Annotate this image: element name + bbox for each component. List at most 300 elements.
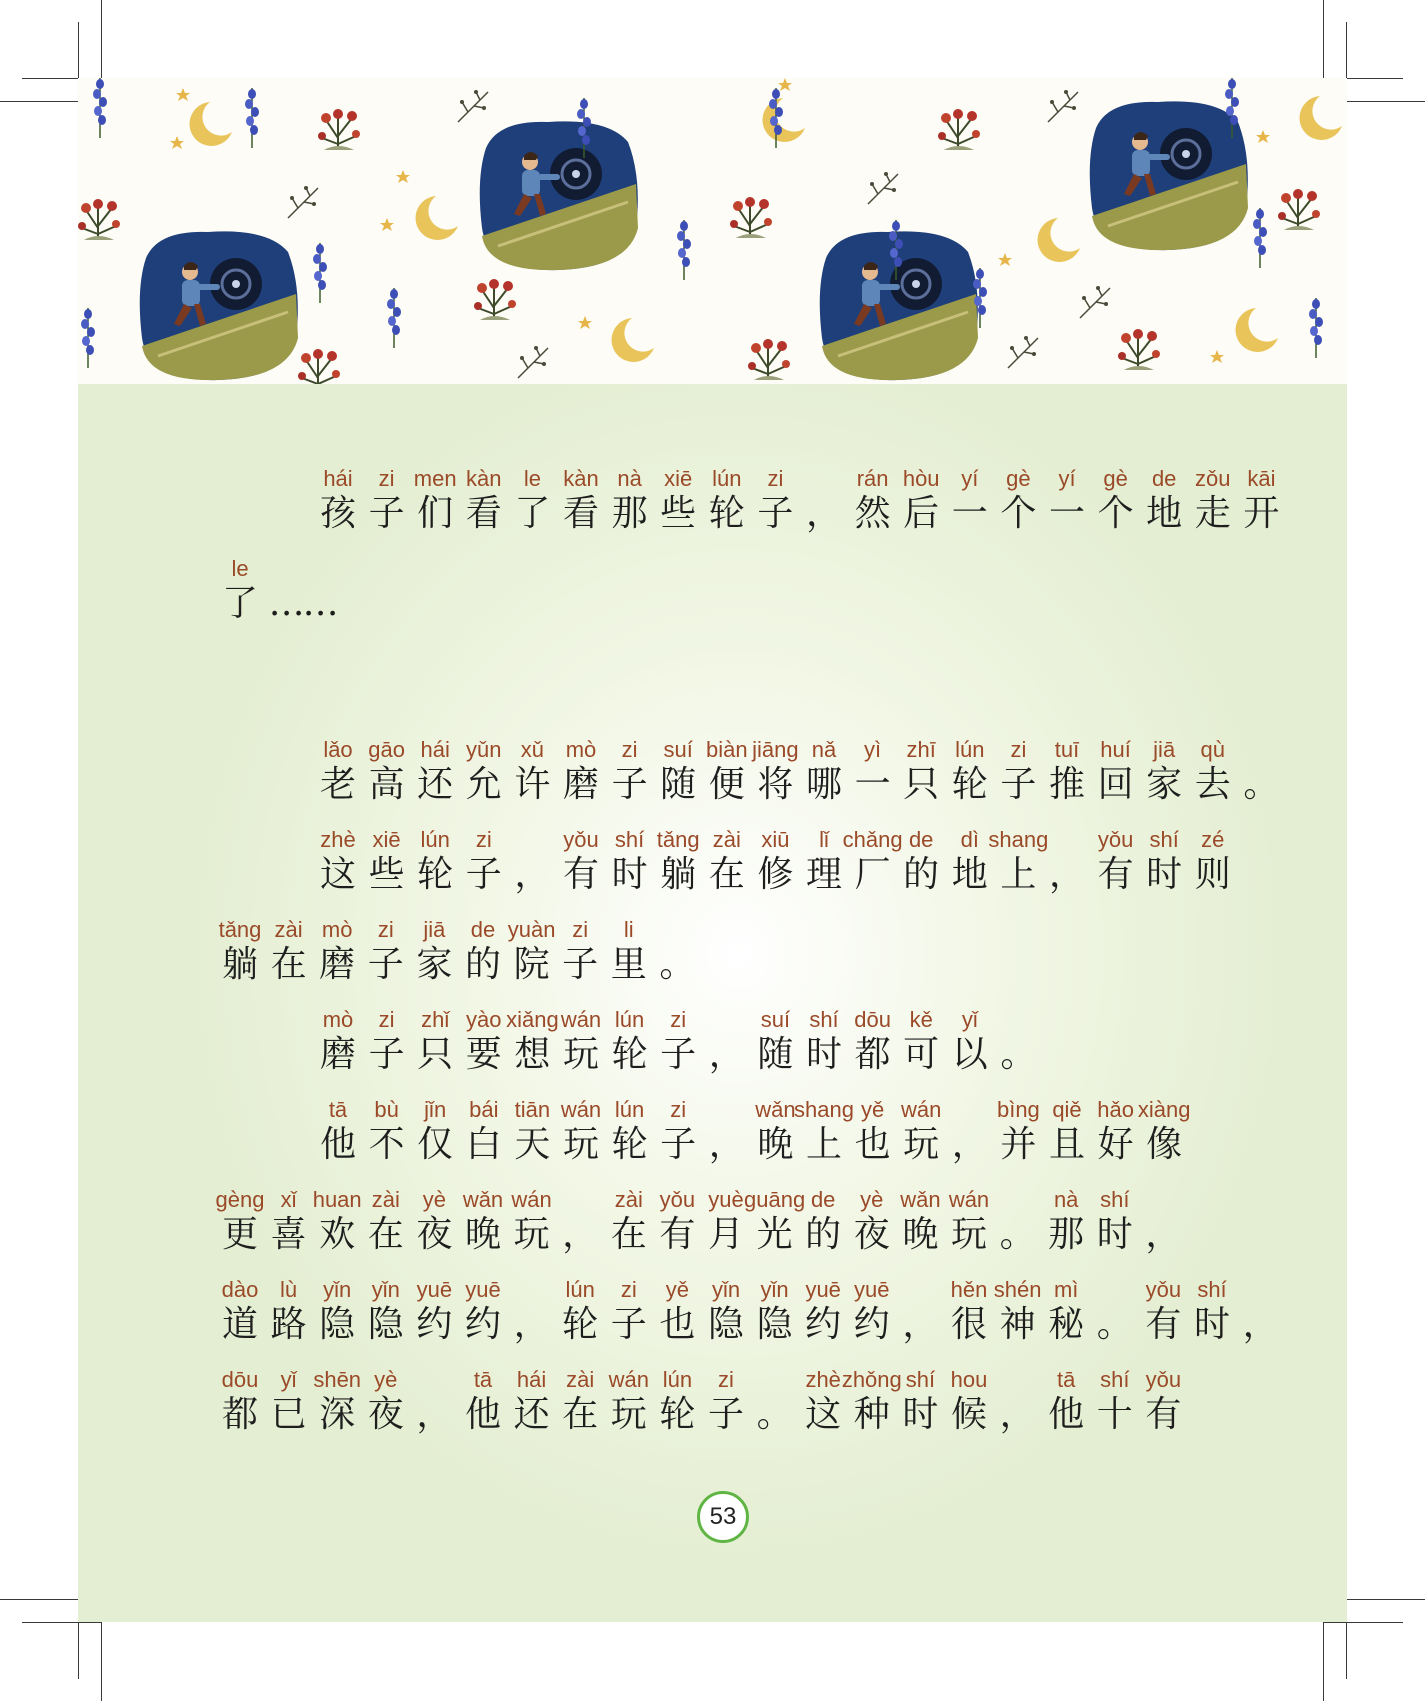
pinyin: yè xyxy=(374,1367,398,1392)
pinyin: yǐn xyxy=(760,1277,789,1302)
pinyin: mò xyxy=(321,917,353,942)
pinyin: jiāng xyxy=(752,737,799,762)
hanzi: 轮 xyxy=(562,1304,599,1345)
hanzi: ， xyxy=(562,1214,599,1255)
hanzi: 看 xyxy=(562,493,599,534)
hanzi: 有 xyxy=(1145,1394,1182,1435)
hanzi: 这 xyxy=(805,1394,842,1435)
hanzi: 推 xyxy=(1048,764,1085,805)
pinyin: lún xyxy=(565,1277,595,1302)
hanzi: 时 xyxy=(1193,1304,1230,1345)
hanzi: 在 xyxy=(270,944,307,985)
pinyin: gè xyxy=(1006,466,1031,491)
hanzi: 走 xyxy=(1194,493,1231,534)
pinyin: li xyxy=(623,917,634,942)
pinyin: yǒu xyxy=(563,827,599,852)
hanzi: 个 xyxy=(1000,493,1037,534)
hanzi: 子 xyxy=(465,854,502,895)
pinyin: shí xyxy=(614,827,645,852)
hanzi: 有 xyxy=(659,1214,696,1255)
hanzi: 了 xyxy=(221,583,258,624)
hanzi: 光 xyxy=(756,1214,793,1255)
pinyin: hái xyxy=(420,737,450,762)
pinyin: shí xyxy=(1100,1187,1130,1212)
hanzi: 已 xyxy=(270,1394,307,1435)
hanzi: 家 xyxy=(1146,764,1183,805)
hanzi: ， xyxy=(416,1394,453,1435)
pinyin: zài xyxy=(712,827,741,852)
hanzi: 在 xyxy=(610,1214,647,1255)
pinyin: wán xyxy=(560,1007,602,1032)
pinyin: nǎ xyxy=(811,737,837,762)
hanzi: 在 xyxy=(708,854,745,895)
hanzi: 时 xyxy=(902,1394,939,1435)
hanzi: 子 xyxy=(660,1124,697,1165)
hanzi: 子 xyxy=(611,764,648,805)
pinyin: hòu xyxy=(902,466,940,491)
hanzi: ， xyxy=(513,1304,550,1345)
pinyin: yǒu xyxy=(1145,1367,1182,1392)
pinyin: yè xyxy=(422,1187,447,1212)
pinyin: yě xyxy=(665,1277,690,1302)
hanzi: 很 xyxy=(950,1304,987,1345)
pinyin: yǒu xyxy=(659,1187,696,1212)
hanzi: 。 xyxy=(756,1394,793,1435)
pinyin: hěn xyxy=(950,1277,988,1302)
pinyin: zǒu xyxy=(1195,466,1231,491)
pinyin: gāo xyxy=(368,737,405,762)
hanzi: 十 xyxy=(1096,1394,1133,1435)
hanzi: 去 xyxy=(1194,764,1231,805)
pinyin: zi xyxy=(621,737,638,762)
pinyin: zài xyxy=(274,917,303,942)
pinyin: wǎn xyxy=(900,1187,941,1212)
pinyin: yí xyxy=(1058,466,1076,491)
hanzi: ， xyxy=(951,1124,988,1165)
pinyin: yuē xyxy=(416,1277,453,1302)
hanzi: 在 xyxy=(367,1214,404,1255)
pinyin: xiē xyxy=(664,466,693,491)
hanzi: 的 xyxy=(903,854,940,895)
pinyin: wán xyxy=(608,1367,649,1392)
hanzi: 喜 xyxy=(270,1214,307,1255)
pinyin: hái xyxy=(323,466,353,491)
hanzi: 理 xyxy=(805,854,842,895)
hanzi: 可 xyxy=(903,1034,940,1075)
pinyin: xiē xyxy=(372,827,401,852)
hanzi: 他 xyxy=(319,1124,356,1165)
pinyin: shí xyxy=(905,1367,936,1392)
hanzi: 玩 xyxy=(562,1124,599,1165)
pinyin: shí xyxy=(809,1007,839,1032)
pinyin: zài xyxy=(371,1187,400,1212)
hanzi: 隐 xyxy=(707,1304,744,1345)
hanzi: 晚 xyxy=(464,1214,501,1255)
pinyin: yuē xyxy=(465,1277,501,1302)
pinyin: de xyxy=(810,1187,836,1212)
pinyin: jiā xyxy=(423,917,446,942)
hanzi: 子 xyxy=(368,493,405,534)
hanzi: 上 xyxy=(805,1124,842,1165)
hanzi: 允 xyxy=(465,764,502,805)
crop-mark-bottom-left-h xyxy=(22,1622,102,1623)
hanzi: 些 xyxy=(660,493,697,534)
hanzi: 许 xyxy=(514,764,551,805)
hanzi: 孩 xyxy=(319,493,356,534)
hanzi: 夜 xyxy=(416,1214,453,1255)
pinyin: tā xyxy=(328,1097,348,1122)
pinyin: zài xyxy=(566,1367,595,1392)
hanzi: 天 xyxy=(514,1124,551,1165)
hanzi: 便 xyxy=(708,764,745,805)
pinyin: suí xyxy=(760,1007,791,1032)
hanzi: 好 xyxy=(1097,1124,1134,1165)
pinyin: zi xyxy=(377,917,394,942)
hanzi: 老 xyxy=(319,764,356,805)
hanzi: 以 xyxy=(951,1034,988,1075)
hanzi: ， xyxy=(514,854,551,895)
hanzi: 晚 xyxy=(902,1214,939,1255)
hanzi: 高 xyxy=(368,764,405,805)
pinyin: yǐn xyxy=(711,1277,741,1302)
hanzi: 时 xyxy=(1096,1214,1133,1255)
hanzi: 也 xyxy=(659,1304,696,1345)
hanzi: 晚 xyxy=(757,1124,794,1165)
hanzi: 时 xyxy=(805,1034,842,1075)
hanzi: 了 xyxy=(514,493,551,534)
pinyin: rán xyxy=(856,466,889,491)
pinyin: yǐ xyxy=(280,1367,297,1392)
pinyin: shén xyxy=(993,1277,1042,1302)
pinyin: zhè xyxy=(805,1367,841,1392)
pinyin: kàn xyxy=(466,466,502,491)
hanzi: 并 xyxy=(1000,1124,1037,1165)
pinyin: qù xyxy=(1200,737,1226,762)
hanzi: 。 xyxy=(1096,1304,1133,1345)
pinyin: zi xyxy=(378,1007,395,1032)
hanzi: 的 xyxy=(805,1214,842,1255)
hanzi: 玩 xyxy=(950,1214,987,1255)
hanzi: 磨 xyxy=(319,944,356,985)
pinyin: lún xyxy=(712,466,742,491)
pinyin: gè xyxy=(1103,466,1128,491)
hanzi: 隐 xyxy=(367,1304,404,1345)
hanzi: 像 xyxy=(1146,1124,1183,1165)
hanzi: 地 xyxy=(951,854,988,895)
hanzi: 些 xyxy=(368,854,405,895)
hanzi: 轮 xyxy=(417,854,454,895)
pinyin: yuē xyxy=(854,1277,890,1302)
pinyin: lún xyxy=(614,1097,645,1122)
pinyin: xiǎng xyxy=(506,1007,559,1032)
hanzi: 想 xyxy=(514,1034,551,1075)
hanzi: 也 xyxy=(854,1124,891,1165)
hanzi: 白 xyxy=(465,1124,502,1165)
hanzi: 一 xyxy=(1048,493,1085,534)
pinyin: tā xyxy=(473,1367,493,1392)
pinyin: yào xyxy=(466,1007,502,1032)
hanzi: 那 xyxy=(611,493,648,534)
hanzi: 玩 xyxy=(610,1394,647,1435)
pinyin: bìng xyxy=(996,1097,1040,1122)
hanzi: 路 xyxy=(270,1304,307,1345)
pinyin: tā xyxy=(1057,1367,1076,1392)
hanzi: 不 xyxy=(368,1124,405,1165)
pinyin: tuī xyxy=(1054,737,1080,762)
pinyin: yě xyxy=(860,1097,885,1122)
pinyin: yuē xyxy=(805,1277,841,1302)
pinyin: zi xyxy=(572,917,589,942)
pinyin: zi xyxy=(670,1097,687,1122)
pinyin: zhǐ xyxy=(421,1007,450,1032)
pinyin: zi xyxy=(718,1367,734,1392)
hanzi: 轮 xyxy=(659,1394,696,1435)
pinyin: huí xyxy=(1100,737,1131,762)
hanzi: 回 xyxy=(1097,764,1134,805)
hanzi: 都 xyxy=(221,1394,258,1435)
hanzi: 上 xyxy=(1000,854,1037,895)
hanzi: 候 xyxy=(950,1394,987,1435)
pinyin: nà xyxy=(617,466,642,491)
pinyin: yuàn xyxy=(507,917,556,942)
pinyin: wǎn xyxy=(755,1097,796,1122)
pinyin: hou xyxy=(950,1367,988,1392)
pinyin: shēn xyxy=(313,1367,362,1392)
hanzi: 子 xyxy=(610,1304,647,1345)
hanzi: 还 xyxy=(417,764,454,805)
hanzi: 玩 xyxy=(562,1034,599,1075)
pinyin: kàn xyxy=(563,466,599,491)
hanzi: 有 xyxy=(1097,854,1134,895)
hanzi: 轮 xyxy=(708,493,745,534)
hanzi: 躺 xyxy=(660,854,697,895)
hanzi: 这 xyxy=(319,854,356,895)
pinyin: zi xyxy=(620,1277,637,1302)
hanzi: 轮 xyxy=(611,1124,648,1165)
hanzi: 轮 xyxy=(611,1034,648,1075)
pinyin: jǐn xyxy=(424,1097,447,1122)
hanzi: 则 xyxy=(1194,854,1231,895)
hanzi: 玩 xyxy=(513,1214,550,1255)
hanzi: 修 xyxy=(757,854,794,895)
hanzi: 有 xyxy=(562,854,599,895)
pinyin: zi xyxy=(670,1007,687,1032)
hanzi: 轮 xyxy=(951,764,988,805)
hanzi: 开 xyxy=(1243,493,1280,534)
pinyin: wán xyxy=(901,1097,942,1122)
pinyin: lún xyxy=(955,737,985,762)
hanzi: 家 xyxy=(416,944,453,985)
hanzi: 。 xyxy=(1243,764,1280,805)
pinyin: chǎng xyxy=(842,827,903,852)
hanzi: 看 xyxy=(465,493,502,534)
hanzi: 后 xyxy=(903,493,940,534)
pinyin: yí xyxy=(961,466,979,491)
hanzi: 隐 xyxy=(756,1304,793,1345)
pinyin: zi xyxy=(475,827,492,852)
hanzi: 院 xyxy=(513,944,550,985)
pinyin: lún xyxy=(420,827,450,852)
pinyin: yǐn xyxy=(371,1277,400,1302)
page-number: 53 xyxy=(697,1491,749,1543)
pinyin: de xyxy=(470,917,496,942)
hanzi: 子 xyxy=(368,1034,405,1075)
pinyin: jiā xyxy=(1153,737,1176,762)
pinyin: yì xyxy=(864,737,882,762)
pinyin: kāi xyxy=(1247,466,1276,491)
hanzi: 他 xyxy=(1048,1394,1085,1435)
pattern-illustration xyxy=(78,78,1347,384)
pinyin: tiān xyxy=(514,1097,551,1122)
hanzi: 。 xyxy=(1000,1034,1037,1075)
hanzi: 。 xyxy=(999,1214,1036,1255)
hanzi: 子 xyxy=(1000,764,1037,805)
pinyin: xǐ xyxy=(280,1187,297,1212)
pinyin: dì xyxy=(960,827,979,852)
hanzi: 一 xyxy=(854,764,891,805)
hanzi: 那 xyxy=(1048,1214,1085,1255)
pinyin: shí xyxy=(1100,1367,1130,1392)
pinyin: qiě xyxy=(1052,1097,1082,1122)
pinyin: zé xyxy=(1201,827,1225,852)
pinyin: yǐn xyxy=(323,1277,352,1302)
hanzi: 隐 xyxy=(319,1304,356,1345)
pinyin: yǐ xyxy=(961,1007,978,1032)
hanzi: 子 xyxy=(757,493,794,534)
hanzi: 要 xyxy=(465,1034,502,1075)
hanzi: ， xyxy=(708,1034,745,1075)
pinyin: bái xyxy=(469,1097,499,1122)
pinyin: mò xyxy=(565,737,597,762)
hanzi: 磨 xyxy=(562,764,599,805)
pinyin: lún xyxy=(662,1367,693,1392)
hanzi: 时 xyxy=(1146,854,1183,895)
hanzi: 他 xyxy=(464,1394,501,1435)
hanzi: 将 xyxy=(757,764,794,805)
pinyin: suí xyxy=(663,737,693,762)
pinyin: hái xyxy=(516,1367,547,1392)
hanzi: 躺 xyxy=(221,944,258,985)
hanzi: 约 xyxy=(416,1304,453,1345)
hanzi: 子 xyxy=(660,1034,697,1075)
pinyin: wán xyxy=(560,1097,602,1122)
hanzi: 只 xyxy=(417,1034,454,1075)
pinyin: yuè xyxy=(708,1187,744,1212)
pinyin: guāng xyxy=(744,1187,806,1212)
hanzi: 磨 xyxy=(319,1034,356,1075)
hanzi: 子 xyxy=(367,944,404,985)
hanzi: 玩 xyxy=(903,1124,940,1165)
pinyin: le xyxy=(523,466,541,491)
pinyin: men xyxy=(413,466,457,491)
pinyin: dōu xyxy=(854,1007,891,1032)
hanzi: ， xyxy=(999,1394,1036,1435)
pinyin: biàn xyxy=(706,737,748,762)
hanzi: 子 xyxy=(562,944,599,985)
hanzi: ， xyxy=(805,493,842,534)
hanzi: 且 xyxy=(1048,1124,1085,1165)
pinyin: mì xyxy=(1053,1277,1079,1302)
hanzi: 秘 xyxy=(1048,1304,1085,1345)
pinyin: shang xyxy=(794,1097,854,1122)
pinyin: zhè xyxy=(320,827,356,852)
hanzi: 道 xyxy=(221,1304,258,1345)
pinyin: lún xyxy=(614,1007,645,1032)
hanzi: ， xyxy=(902,1304,939,1345)
pinyin: yǒu xyxy=(1145,1277,1182,1302)
hanzi: 的 xyxy=(464,944,501,985)
pinyin: gèng xyxy=(215,1187,265,1212)
hanzi: 厂 xyxy=(854,854,891,895)
hanzi: 子 xyxy=(707,1394,744,1435)
pinyin: zhǒng xyxy=(841,1367,902,1392)
hanzi: 哪 xyxy=(805,764,842,805)
hanzi: 约 xyxy=(853,1304,890,1345)
hanzi: 欢 xyxy=(319,1214,356,1255)
pinyin: xiàng xyxy=(1137,1097,1191,1122)
hanzi: 在 xyxy=(562,1394,599,1435)
pinyin: yè xyxy=(860,1187,884,1212)
hanzi: 更 xyxy=(221,1214,258,1255)
pinyin: zài xyxy=(614,1187,643,1212)
illustration-banner xyxy=(78,78,1347,384)
hanzi: ， xyxy=(1048,854,1085,895)
hanzi: 约 xyxy=(464,1304,501,1345)
hanzi: 。 xyxy=(659,944,696,985)
hanzi: 个 xyxy=(1097,493,1134,534)
pinyin: xiū xyxy=(761,827,790,852)
pinyin: tǎng xyxy=(218,917,262,942)
hanzi: ， xyxy=(1242,1304,1279,1345)
pinyin: le xyxy=(231,556,249,581)
hanzi: 们 xyxy=(417,493,454,534)
pinyin: dōu xyxy=(221,1367,259,1392)
hanzi: 神 xyxy=(999,1304,1036,1345)
hanzi: 都 xyxy=(854,1034,891,1075)
pinyin: wán xyxy=(511,1187,552,1212)
hanzi: 里 xyxy=(610,944,647,985)
pinyin: dào xyxy=(221,1277,259,1302)
hanzi: 还 xyxy=(513,1394,550,1435)
pinyin: zhī xyxy=(906,737,936,762)
hanzi: 一 xyxy=(951,493,988,534)
hanzi: 深 xyxy=(319,1394,356,1435)
pinyin: de xyxy=(908,827,934,852)
pinyin: mò xyxy=(322,1007,354,1032)
pinyin: tǎng xyxy=(656,827,700,852)
pinyin: yǔn xyxy=(466,737,502,762)
pinyin: xǔ xyxy=(520,737,545,762)
hanzi: 时 xyxy=(611,854,648,895)
pinyin: shí xyxy=(1197,1277,1227,1302)
pinyin: bù xyxy=(374,1097,399,1122)
hanzi: 月 xyxy=(707,1214,744,1255)
pinyin: de xyxy=(1151,466,1177,491)
pinyin: zi xyxy=(767,466,784,491)
pinyin: lù xyxy=(280,1277,298,1302)
hanzi: 随 xyxy=(660,764,697,805)
pinyin: zi xyxy=(378,466,395,491)
hanzi: 仅 xyxy=(417,1124,454,1165)
hanzi: 然 xyxy=(854,493,891,534)
pinyin: wán xyxy=(948,1187,990,1212)
pinyin: kě xyxy=(909,1007,933,1032)
pinyin: hǎo xyxy=(1097,1097,1134,1122)
hanzi: …… xyxy=(268,583,337,624)
crop-mark-bottom-right-h xyxy=(1323,1622,1403,1623)
hanzi: 夜 xyxy=(367,1394,404,1435)
pinyin: shí xyxy=(1149,827,1179,852)
